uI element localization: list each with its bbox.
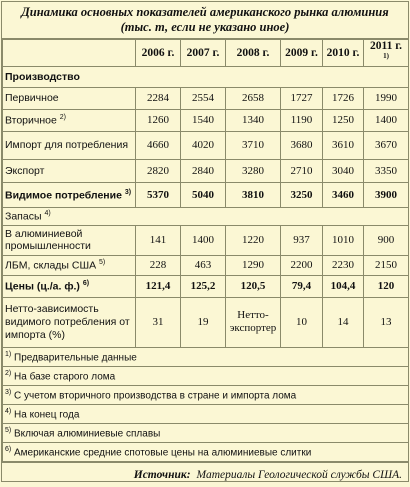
cell: 104,4 — [323, 275, 364, 297]
cell: 4660 — [136, 131, 181, 159]
cell: 4020 — [181, 131, 226, 159]
row-export — [3, 159, 409, 182]
cell: 2284 — [136, 87, 181, 109]
cell: 2230 — [323, 255, 364, 275]
footnote: $^{5)}$ Включая алюминиевые сплавы — [3, 423, 409, 442]
label-export: Экспорт — [3, 159, 136, 182]
cell: 228 — [136, 255, 181, 275]
table-title — [2, 2, 408, 39]
cell: 2820 — [136, 159, 181, 182]
cell: 14 — [323, 297, 364, 347]
footnote: $^{4)}$ На конец года — [3, 404, 409, 423]
label-lme: ЛБМ, склады США $^{5)}$ — [3, 255, 136, 275]
year-2006: 2006 г. — [136, 40, 181, 67]
title-line-1: Динамика основных показателей американского рынка алюминия — [21, 5, 389, 19]
cell: 2200 — [281, 255, 323, 275]
cell: 3460 — [323, 182, 364, 207]
section-stocks: Запасы $^{4)}$ — [3, 207, 409, 225]
cell: 2710 — [281, 159, 323, 182]
cell: 141 — [136, 225, 181, 255]
cell: 1400 — [181, 225, 226, 255]
cell: 3900 — [364, 182, 409, 207]
source-line — [2, 462, 408, 487]
section-production-row — [3, 66, 409, 87]
label-secondary: Вторичное $^{2)}$ — [3, 109, 136, 131]
cell: 1220 — [226, 225, 281, 255]
footnote-row — [3, 385, 409, 404]
data-table — [2, 39, 409, 462]
footnote: $^{2)}$ На базе старого лома — [3, 366, 409, 385]
footnote-row — [3, 404, 409, 423]
header-empty — [3, 40, 136, 67]
cell: 121,4 — [136, 275, 181, 297]
cell: 10 — [281, 297, 323, 347]
cell: 3810 — [226, 182, 281, 207]
footnote: $^{6)}$ Американские средние спотовые цены на алюминиевые слитки — [3, 442, 409, 461]
source-label: Источник: — [133, 468, 191, 481]
footnote: $^{1)}$ Предварительные данные — [3, 347, 409, 366]
label-imports: Импорт для потребления — [3, 131, 136, 159]
cell: 463 — [181, 255, 226, 275]
row-lme — [3, 255, 409, 275]
cell: 937 — [281, 225, 323, 255]
cell: 3610 — [323, 131, 364, 159]
cell: 3680 — [281, 131, 323, 159]
cell: Нетто-экспортер — [226, 297, 281, 347]
label-apparent: Видимое потребление $^{3)}$ — [3, 182, 136, 207]
cell: 5370 — [136, 182, 181, 207]
section-stocks-row — [3, 207, 409, 225]
row-imports — [3, 131, 409, 159]
footnote-row — [3, 442, 409, 461]
header-row — [3, 40, 409, 67]
footnote-row — [3, 366, 409, 385]
section-production: Производство — [3, 66, 409, 87]
title-line-2: (тыс. т, если не указано иное) — [120, 20, 290, 34]
row-secondary — [3, 109, 409, 131]
cell: 3280 — [226, 159, 281, 182]
label-primary: Первичное — [3, 87, 136, 109]
label-net: Нетто-зависимость видимого потребления от импорта (%) — [3, 297, 136, 347]
table-frame — [1, 1, 409, 482]
label-prices: Цены (ц./a. ф.) $^{6)}$ — [3, 275, 136, 297]
cell: 3350 — [364, 159, 409, 182]
footnotes — [3, 347, 409, 461]
cell: 3040 — [323, 159, 364, 182]
source-text: Материалы Геологической службы США. — [196, 468, 402, 481]
cell: 900 — [364, 225, 409, 255]
cell: 1400 — [364, 109, 409, 131]
row-apparent — [3, 182, 409, 207]
row-primary — [3, 87, 409, 109]
cell: 1290 — [226, 255, 281, 275]
cell: 1540 — [181, 109, 226, 131]
cell: 1990 — [364, 87, 409, 109]
label-industry: В алюминиевой промышленности — [3, 225, 136, 255]
row-net — [3, 297, 409, 347]
cell: 1010 — [323, 225, 364, 255]
year-2009: 2009 г. — [281, 40, 323, 67]
cell: 1190 — [281, 109, 323, 131]
cell: 1340 — [226, 109, 281, 131]
footnote-row — [3, 423, 409, 442]
year-2010: 2010 г. — [323, 40, 364, 67]
cell: 2150 — [364, 255, 409, 275]
cell: 1260 — [136, 109, 181, 131]
year-2011: 2011 г. $^{1)}$ — [364, 40, 409, 67]
cell: 5040 — [181, 182, 226, 207]
cell: 3710 — [226, 131, 281, 159]
cell: 79,4 — [281, 275, 323, 297]
cell: 3670 — [364, 131, 409, 159]
footnote: $^{3)}$ С учетом вторичного производства в стране и импорта лома — [3, 385, 409, 404]
year-2007: 2007 г. — [181, 40, 226, 67]
cell: 1727 — [281, 87, 323, 109]
cell: 31 — [136, 297, 181, 347]
cell: 3250 — [281, 182, 323, 207]
year-2008: 2008 г. — [226, 40, 281, 67]
cell: 1250 — [323, 109, 364, 131]
cell: 13 — [364, 297, 409, 347]
cell: 120,5 — [226, 275, 281, 297]
cell: 2840 — [181, 159, 226, 182]
cell: 120 — [364, 275, 409, 297]
row-industry — [3, 225, 409, 255]
cell: 2554 — [181, 87, 226, 109]
cell: 19 — [181, 297, 226, 347]
footnote-row — [3, 347, 409, 366]
cell: 2658 — [226, 87, 281, 109]
cell: 1726 — [323, 87, 364, 109]
cell: 125,2 — [181, 275, 226, 297]
row-prices — [3, 275, 409, 297]
